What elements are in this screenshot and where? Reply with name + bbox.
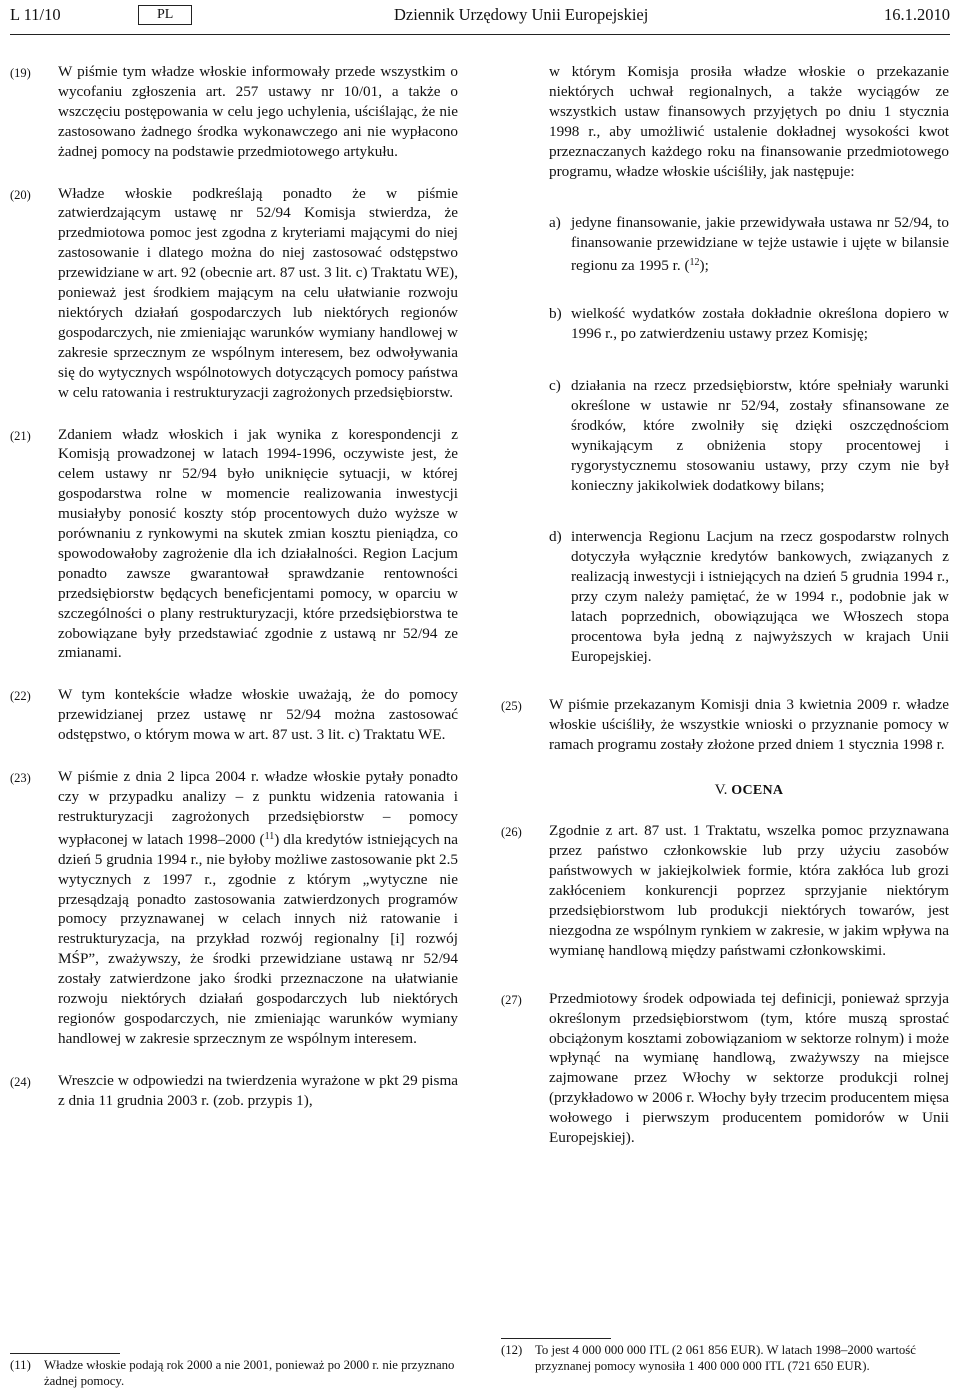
paragraph-24	[10, 1071, 458, 1111]
list-item	[549, 213, 949, 276]
paragraph-text: w którym Komisja prosiła władze włoskie o przekazanie niektórych uchwał regionalnych, a także wyciągów ze wszystkich ustaw finansowych przyjętych po dniu 1 stycznia 1998 r., aby umożliwić ustalenie dokładnej wysokości kwot przeznaczanych każdego roku na finansowanie przedmiotowego programu, władze włoskie uściśliły, jak następuje:	[549, 63, 949, 180]
language-box: PL	[138, 5, 192, 25]
paragraph-text	[58, 767, 458, 1049]
paragraph-text: W piśmie tym władze włoskie informowały przede wszystkim o wycofaniu zgłoszenia art. 257 ustawy nr 10/01, a także o wszczęciu postępowania w celu jego uchylenia, uściślając, że nie zastosowano żadnego środka wykonawczego ani nie wypłacono żadnej pomocy na podstawie przedmiotowego artykułu.	[58, 63, 458, 160]
list-item	[549, 376, 949, 495]
paragraph-text: Wreszcie w odpowiedzi na twierdzenia wyrażone w pkt 29 pisma z dnia 11 grudnia 2003 r. (zob. przypis 1),	[58, 1071, 458, 1109]
list-item	[549, 304, 949, 344]
list-text-part: jedyne finansowanie, jakie przewidywała ustawa nr 52/94, to finansowanie przewidziane w tejże ustawie i ujęte w bilansie regionu za 1995 r. (	[571, 214, 949, 275]
enumerated-list	[501, 213, 949, 666]
paragraph-text: Zdaniem władz włoskich i jak wynika z korespondencji z Komisją prowadzonej w latach 1994-1996, oczywiste jest, że celem ustawy nr 52/94 było uniknięcie sytuacji, w której gospodarstwa rolne w momencie realizowania inwestycji musiałyby ponosić koszty stóp procentowych dużo wyższe w porównaniu z rynkowymi na skutek zmian kosztu pieniądza, co spowodowałoby zagrożenie dla ich działalności. Region Lacjum ponadto zawsze gwarantował sprawdzanie rentowności przedsiębiorstw będących beneficjentami pomocy, w oparciu w szczególności o plany restrukturyzacji, które przedsiębiorstwa te zobowiązane były przedstawiać zgodnie z ustawą nr 52/94 ze zmianami.	[58, 425, 458, 662]
right-column	[501, 62, 949, 1148]
paragraph-25	[501, 695, 949, 755]
paragraph-text: Przedmiotowy środek odpowiada tej definicji, ponieważ sprzyja określonym przedsiębiorstwom (tym, które muszą sprostać obciążonym kosztami zobowiązaniom w sektorze rolnym) i może wpłynąć na wymianę handlową, zważywszy na miejsce zajmowane przez Włochy w sektorze produkcji rolnej (przykładowo w 2006 r. Włochy były trzecim producentem mięsa wołowego i pierwszym producentem pomidorów w Unii Europejskiej).	[549, 989, 949, 1147]
paragraph-text: W tym kontekście władze włoskie uważają, że do pomocy przewidzianej przez ustawę nr 52/94 można zastosować odstępstwo, o którym mowa w art. 87 ust. 3 lit. c) Traktatu WE.	[58, 686, 458, 744]
paragraph-number: (21)	[10, 428, 31, 443]
journal-title: Dziennik Urzędowy Unii Europejskiej	[394, 5, 649, 24]
footnote-number: (11)	[10, 1358, 31, 1372]
list-text: działania na rzecz przedsiębiorstw, które spełniały warunki określone w ustawie nr 52/94, zostały sfinansowane ze środków, które zwolniły się dzięki oszczędnościom wynikającym z obniżenia stopy procentowej i rygorystycznemu stosowaniu ustawy, przy czym nie był konieczny jakikolwiek dodatkowy bilans;	[571, 376, 949, 494]
paragraph-text: Zgodnie z art. 87 ust. 1 Traktatu, wszelka pomoc przyznawana przez państwo członkowskie lub przy użyciu zasobów państwowych w jakiejkolwiek formie, która zakłóca lub grozi zakłóceniem konkurencji poprzez sprzyjanie niektórym przedsiębiorstwom lub produkcji niektórych towarów, jest niezgodna ze wspólnym rynkiem w zakresie, w jakim wpływa na wymianę handlową między państwami członkowskimi.	[549, 822, 949, 959]
section-numeral: V.	[714, 781, 728, 799]
list-text	[571, 213, 949, 276]
list-text: interwencja Regionu Lacjum na rzecz gospodarstw rolnych dotyczyła wyłącznie kredytów bankowych, związanych z realizacją inwestycji i istniejących na dzień 5 grudnia 1994 r., przy czym należy pamiętać, że w 1994 r., podobnie jak w latach poprzednich, obowiązująca we Włoszech stopa procentowa była jedną z najwyższych w krajach Unii Europejskiej.	[571, 528, 949, 665]
paragraph-20	[10, 184, 458, 403]
footnote-rule	[10, 1353, 120, 1354]
paragraph-23	[10, 767, 458, 1049]
paragraph-27	[501, 989, 949, 1148]
list-text: wielkość wydatków została dokładnie określona dopiero w 1996 r., po zatwierdzeniu ustawy przez Komisję;	[571, 305, 949, 343]
footnote-12	[501, 1342, 949, 1374]
paragraph-21	[10, 425, 458, 664]
paragraph-number: (19)	[10, 66, 31, 80]
footnote-rule	[501, 1338, 611, 1339]
paragraph-number: (24)	[10, 1074, 31, 1089]
left-column	[10, 62, 458, 1111]
list-text-part: );	[699, 257, 709, 275]
paragraph-text-part: W piśmie z dnia 2 lipca 2004 r. władze włoskie pytały ponadto czy w przypadku analizy – z punktu widzenia ratowania i restrukturyzacji zagrożonych przedsiębiorstw – pomocy wypłaconej w latach 1998–2000 (	[58, 768, 458, 848]
header-rule	[10, 34, 950, 35]
footnote-11	[10, 1357, 458, 1389]
list-label: d)	[549, 528, 562, 546]
footnote-ref-11[interactable]: 11	[264, 830, 275, 842]
issue-date: 16.1.2010	[884, 5, 950, 24]
section-title: OCENA	[731, 783, 784, 799]
list-label: a)	[549, 214, 561, 232]
paragraph-number: (26)	[501, 825, 522, 840]
page-code: L 11/10	[10, 5, 61, 24]
footnote-text: Władze włoskie podają rok 2000 a nie 2001, ponieważ po 2000 r. nie przyznano żadnej pomocy.	[44, 1358, 455, 1388]
paragraph-number: (27)	[501, 992, 522, 1007]
list-label: c)	[549, 376, 561, 394]
paragraph-number: (23)	[10, 771, 31, 786]
paragraph-24-continuation	[501, 62, 949, 181]
paragraph-text-part: ) dla kredytów istniejących na dzień 5 grudnia 1994 r., nie byłoby możliwe zastosowanie pkt 2.5 wytycznych z 1997 r., zgodnie z którym „wytyczne nie przesądzają ponadto zastosowania zatwierdzonych programów pomocy przyznawanej w celach innych niż ratowanie i restrukturyzacja, na przykład rozwój regionalny [i] rozwój MŚP”, zważywszy, że środki przewidziane ustawą nr 52/94 zostały zatwierdzone jako środki przeznaczone na ułatwianie rozwoju niektórych działań gospodarczych lub niektórych regionów gospodarczych, nie zmieniając warunków wymiany handlowej w zakresie sprzecznym ze wspólnym interesem.	[58, 830, 458, 1047]
paragraph-number: (25)	[501, 698, 522, 713]
paragraph-text: Władze włoskie podkreślają ponadto że w piśmie zatwierdzającym ustawę nr 52/94 Komisja stwierdza, że przedmiotowa pomoc jest zgodna z kryteriami mającymi do niej zastosowanie i dlatego można do niej zastosować odstępstwo przewidziane w art. 92 (obecnie art. 87 ust. 3 lit. c) Traktatu WE), ponieważ jest środkiem mającym na celu ułatwianie rozwoju niektórych działań gospodarczych lub niektórych regionów gospodarczych, nie zmieniając warunków wymiany handlowej w zakresie sprzecznym ze wspólnym interesem, bez odwoływania się do wytycznych wspólnotowych dotyczących pomocy państwa w celu ratowania i restrukturyzacji zagrożonych przedsiębiorstw.	[58, 184, 458, 401]
paragraph-number: (20)	[10, 187, 31, 202]
paragraph-19	[10, 62, 458, 162]
footnotes-left	[10, 1353, 458, 1389]
paragraph-26	[501, 821, 949, 960]
footnote-ref-12[interactable]: 12	[689, 257, 700, 269]
list-item	[549, 527, 949, 666]
paragraph-22	[10, 685, 458, 745]
paragraph-number: (22)	[10, 689, 31, 704]
paragraph-text: W piśmie przekazanym Komisji dnia 3 kwietnia 2009 r. władze włoskie uściśliły, że wszystkie wnioski o przyznanie pomocy w ramach programu zostały złożone przed dniem 1 stycznia 1998 r.	[549, 695, 949, 753]
section-heading	[549, 780, 949, 801]
footnote-number: (12)	[501, 1343, 523, 1357]
footnote-text: To jest 4 000 000 000 ITL (2 061 856 EUR). W latach 1998–2000 wartość przyznanej pomocy wynosiła 1 400 000 000 ITL (721 650 EUR).	[535, 1343, 916, 1373]
footnotes-right	[501, 1338, 949, 1374]
list-label: b)	[549, 305, 562, 323]
page-header	[10, 0, 950, 30]
